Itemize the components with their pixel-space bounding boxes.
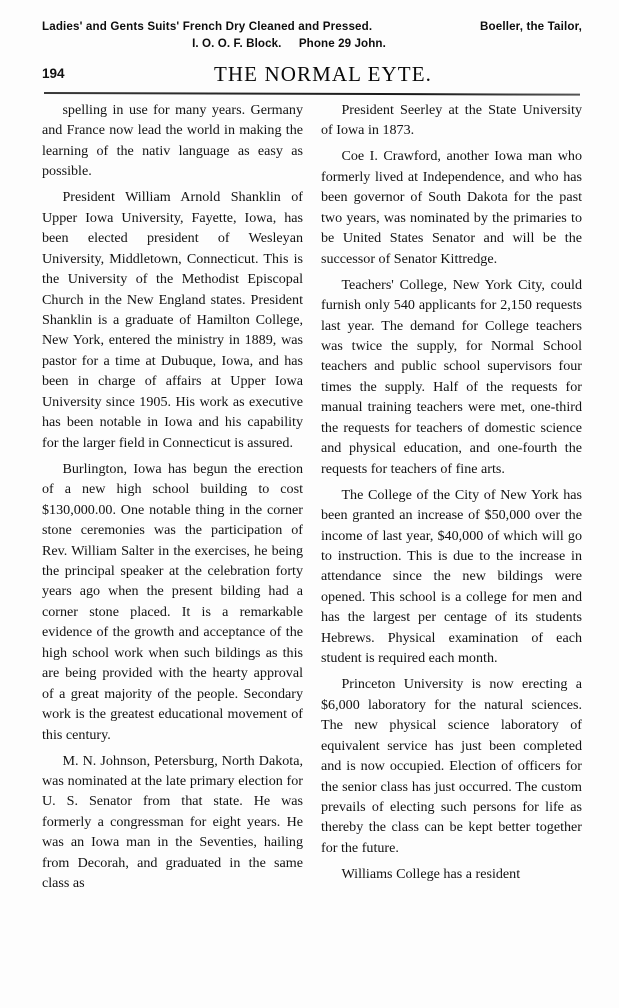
- body-columns: [42, 100, 582, 990]
- advertiser-address: I. O. O. F. Block.: [192, 37, 282, 50]
- paragraph: President Seerley at the State University of Iowa in 1873.: [321, 102, 582, 139]
- paragraph: Williams College has a resident: [341, 865, 521, 882]
- paragraph: Coe I. Crawford, another Iowa man who formerly lived at Independence, and who has been governor of South Dakota for the past two years, was nominated by the primaries to be United States Senator and will be the successor of Senator Kittredge.: [321, 148, 582, 267]
- paragraph: M. N. Johnson, Petersburg, North Dakota, was nominated at the late primary election for U. S. Senator from that state. He was formerly a congressman for eight years. He was an Iowa man in the Seventies, hailing from Decorah, and graduated in the same class as: [42, 752, 303, 892]
- paragraph: Burlington, Iowa has begun the erection of a new high school building to cost $130,000.00. One notable thing in the corner stone ceremonies was the participation of Rev. William Salter in the exercises, he being the principal speaker at the celebration forty years ago when the present bilding had a corner stone placed. It is a remarkable evidence of the growth and acceptance of the high school work when such bildings as this are being provided with the hearty approval of a great majority of the people. Secondary work is the greatest educational movement of this century.: [42, 460, 303, 743]
- advertisement-service-text: Ladies' and Gents Suits' French Dry Cleaned and Pressed.: [42, 20, 373, 33]
- advertiser-name: Boeller, the Tailor,: [479, 20, 582, 33]
- paragraph: The College of the City of New York has been granted an increase of $50,000 over the income of last year, $40,000 of which will go to instruction. This is due to the increase in attendance since the new bildings were opened. This school is a college for men and has the largest per centage of its students Hebrews. Physical examination of each student is required each month.: [321, 486, 582, 667]
- right-column: [321, 100, 582, 990]
- header-divider-rule: [44, 92, 580, 96]
- advertisement-line-two: [42, 37, 582, 50]
- page-number: 194: [42, 66, 65, 81]
- advertiser-phone: Phone 29 John.: [298, 37, 386, 50]
- paragraph: spelling in use for many years. Germany and France now lead the world in making the learning of the nativ language as easy as possible.: [42, 102, 303, 180]
- left-column: [42, 100, 303, 990]
- paragraph: Teachers' College, New York City, could furnish only 540 applicants for 2,150 requests last year. The demand for College teachers was twice the supply, for Normal School teachers and public school supervisors four times the supply. Half of the requests for manual training teachers were met, one-third the requests for teachers of domestic science and physical education, and one-fourth the requests for teachers of fine arts.: [321, 276, 582, 477]
- masthead: [42, 62, 582, 90]
- page-title: THE NORMAL EYTE.: [213, 62, 433, 86]
- paragraph: Princeton University is now erecting a $6,000 laboratory for the natural sciences. The new physical science laboratory of equivalent service has just been completed and is now occupied. Election of officers for the senior class has just occurred. The custom prevails of electing such persons for life as thereby the class can be kept better together for the future.: [321, 676, 582, 856]
- advertisement-header: [42, 20, 582, 50]
- advertisement-line-one: [42, 20, 582, 33]
- paragraph: President William Arnold Shanklin of Upper Iowa University, Fayette, Iowa, has been elected president of Wesleyan University, Middletown, Connecticut. This is the University of the Methodist Episcopal Church in the New England states. President Shanklin is a graduate of Hamilton College, New York, entered the ministry in 1889, was pastor for a time at Dubuque, Iowa, and has been in charge of affairs at Upper Iowa University since 1905. His work as executive has been notable in Iowa and his capability for the larger field in Connecticut is assured.: [42, 189, 303, 451]
